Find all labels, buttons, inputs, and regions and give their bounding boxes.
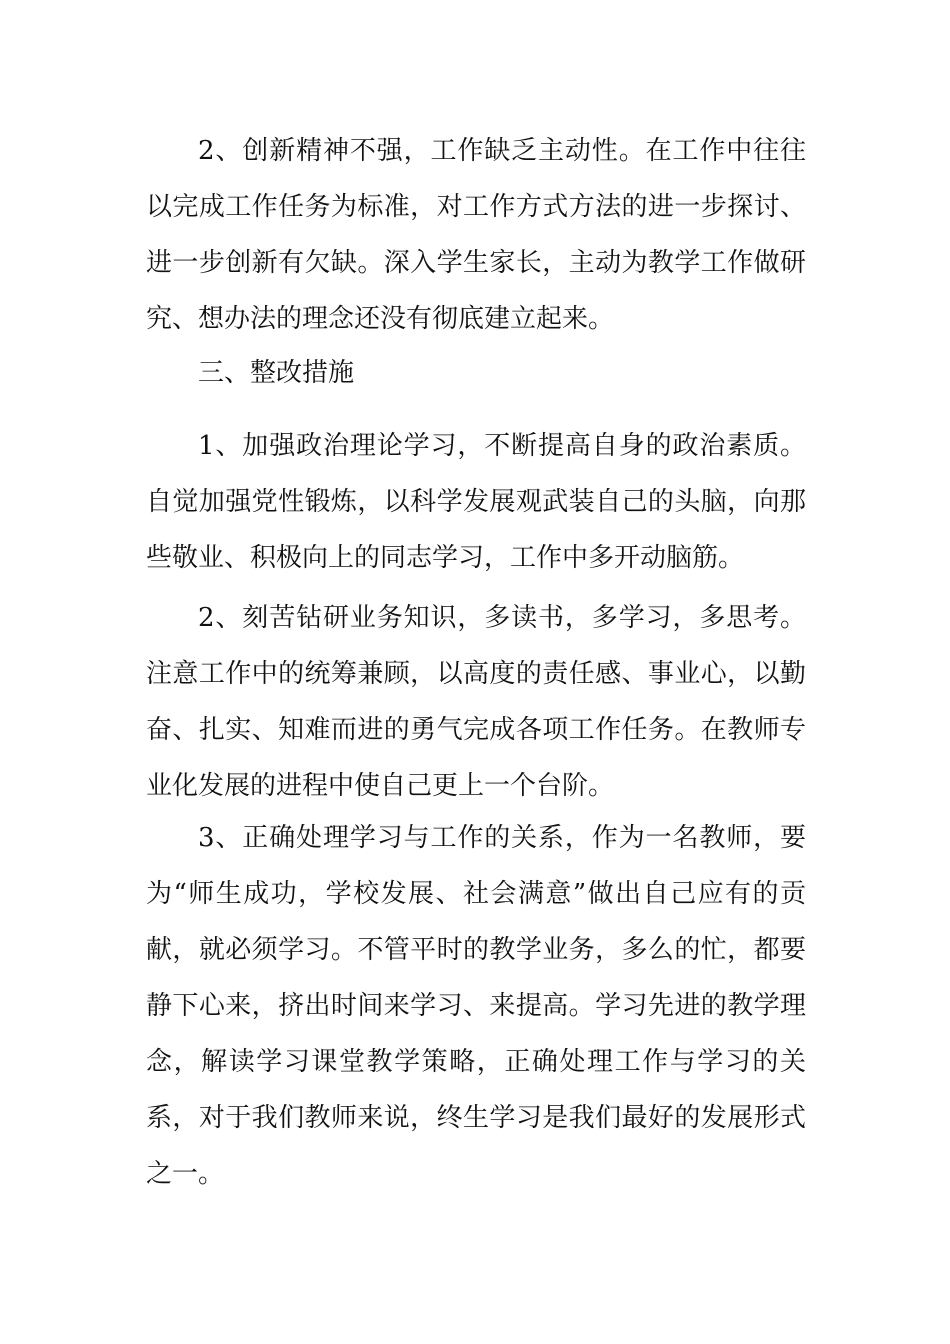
- paragraph-innovation-issue: 2、创新精神不强，工作缺乏主动性。在工作中往往以完成工作任务为标准，对工作方式方法的进一步探讨、进一步创新有欠缺。深入学生家长，主动为教学工作做研究、想办法的理念还没有彻底建立起来。: [146, 136, 806, 334]
- section-heading-rectification: 三、整改措施: [198, 358, 355, 388]
- paragraph-measure-3: 3、正确处理学习与工作的关系，作为一名教师，要为“师生成功，学校发展、社会满意”做出自己应有的贡献，就必须学习。不管平时的教学业务，多么的忙，都要静下心来，挤出时间来学习、来提高。学习先进的教学理念，解读学习课堂教学策略，正确处理工作与学习的关系，对于我们教师来说，终生学习是我们最好的发展形式之一。: [146, 823, 806, 1189]
- paragraph-measure-1: 1、加强政治理论学习，不断提高自身的政治素质。自觉加强党性锻炼，以科学发展观武装自己的头脑，向那些敬业、积极向上的同志学习，工作中多开动脑筋。: [146, 431, 806, 573]
- paragraph-measure-2: 2、刻苦钻研业务知识，多读书，多学习，多思考。注意工作中的统筹兼顾，以高度的责任感、事业心，以勤奋、扎实、知难而进的勇气完成各项工作任务。在教师专业化发展的进程中使自己更上一个台阶。: [146, 603, 806, 801]
